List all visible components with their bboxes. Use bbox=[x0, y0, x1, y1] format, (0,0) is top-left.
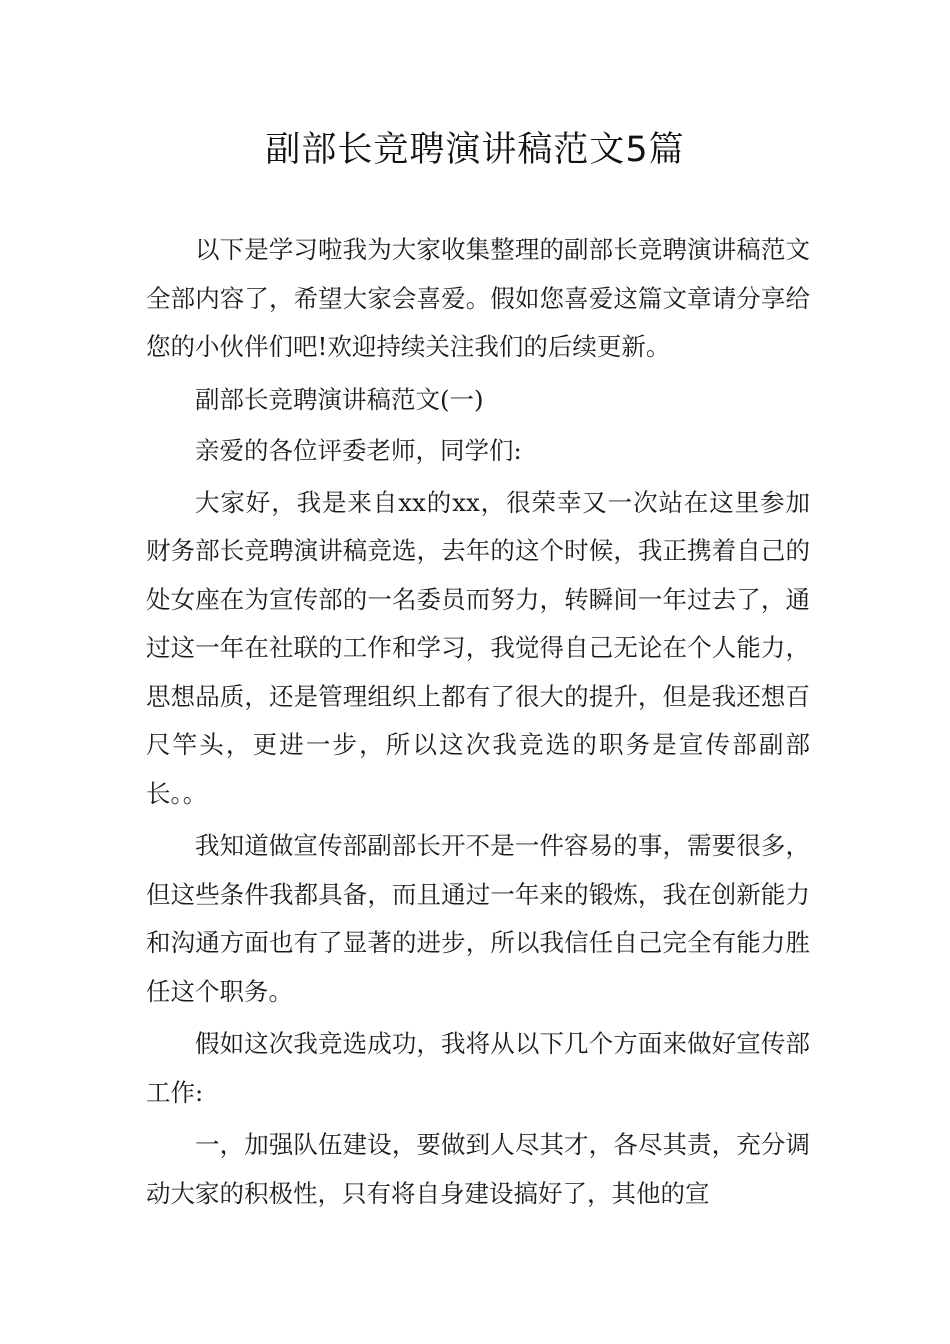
document-body bbox=[146, 226, 810, 1222]
paragraph-self-introduction: 大家好，我是来自xx的xx，很荣幸又一次站在这里参加财务部长竞聘演讲稿竞选，去年的这个时候，我正携着自己的处女座在为宣传部的一名委员而努力，转瞬间一年过去了，通过这一年在社联的工作和学习，我觉得自己无论在个人能力，思想品质，还是管理组织上都有了很大的提升，但是我还想百尺竿头，更进一步，所以这次我竞选的职务是宣传部副部长。。 bbox=[146, 487, 810, 808]
document-title: 副部长竞聘演讲稿范文5篇 bbox=[265, 130, 685, 170]
paragraph-intro: 以下是学习啦我为大家收集整理的副部长竞聘演讲稿范文全部内容了，希望大家会喜爱。假如您喜爱这篇文章请分享给您的小伙伴们吧!欢迎持续关注我们的后续更新。 bbox=[146, 235, 810, 361]
paragraph-section-heading: 副部长竞聘演讲稿范文(一) bbox=[195, 384, 484, 414]
paragraph-qualifications: 我知道做宣传部副部长开不是一件容易的事，需要很多，但这些条件我都具备，而且通过一年来的锻炼，我在创新能力和沟通方面也有了显著的进步，所以我信任自己完全有能力胜任这个职务。 bbox=[146, 831, 810, 1006]
paragraph-plan-intro: 假如这次我竞选成功，我将从以下几个方面来做好宣传部工作: bbox=[146, 1029, 810, 1107]
paragraph-salutation: 亲爱的各位评委老师，同学们: bbox=[195, 436, 522, 465]
paragraph-plan-item-1: 一，加强队伍建设，要做到人尽其才，各尽其责，充分调动大家的积极性，只有将自身建设搞好了，其他的宣 bbox=[146, 1130, 810, 1208]
